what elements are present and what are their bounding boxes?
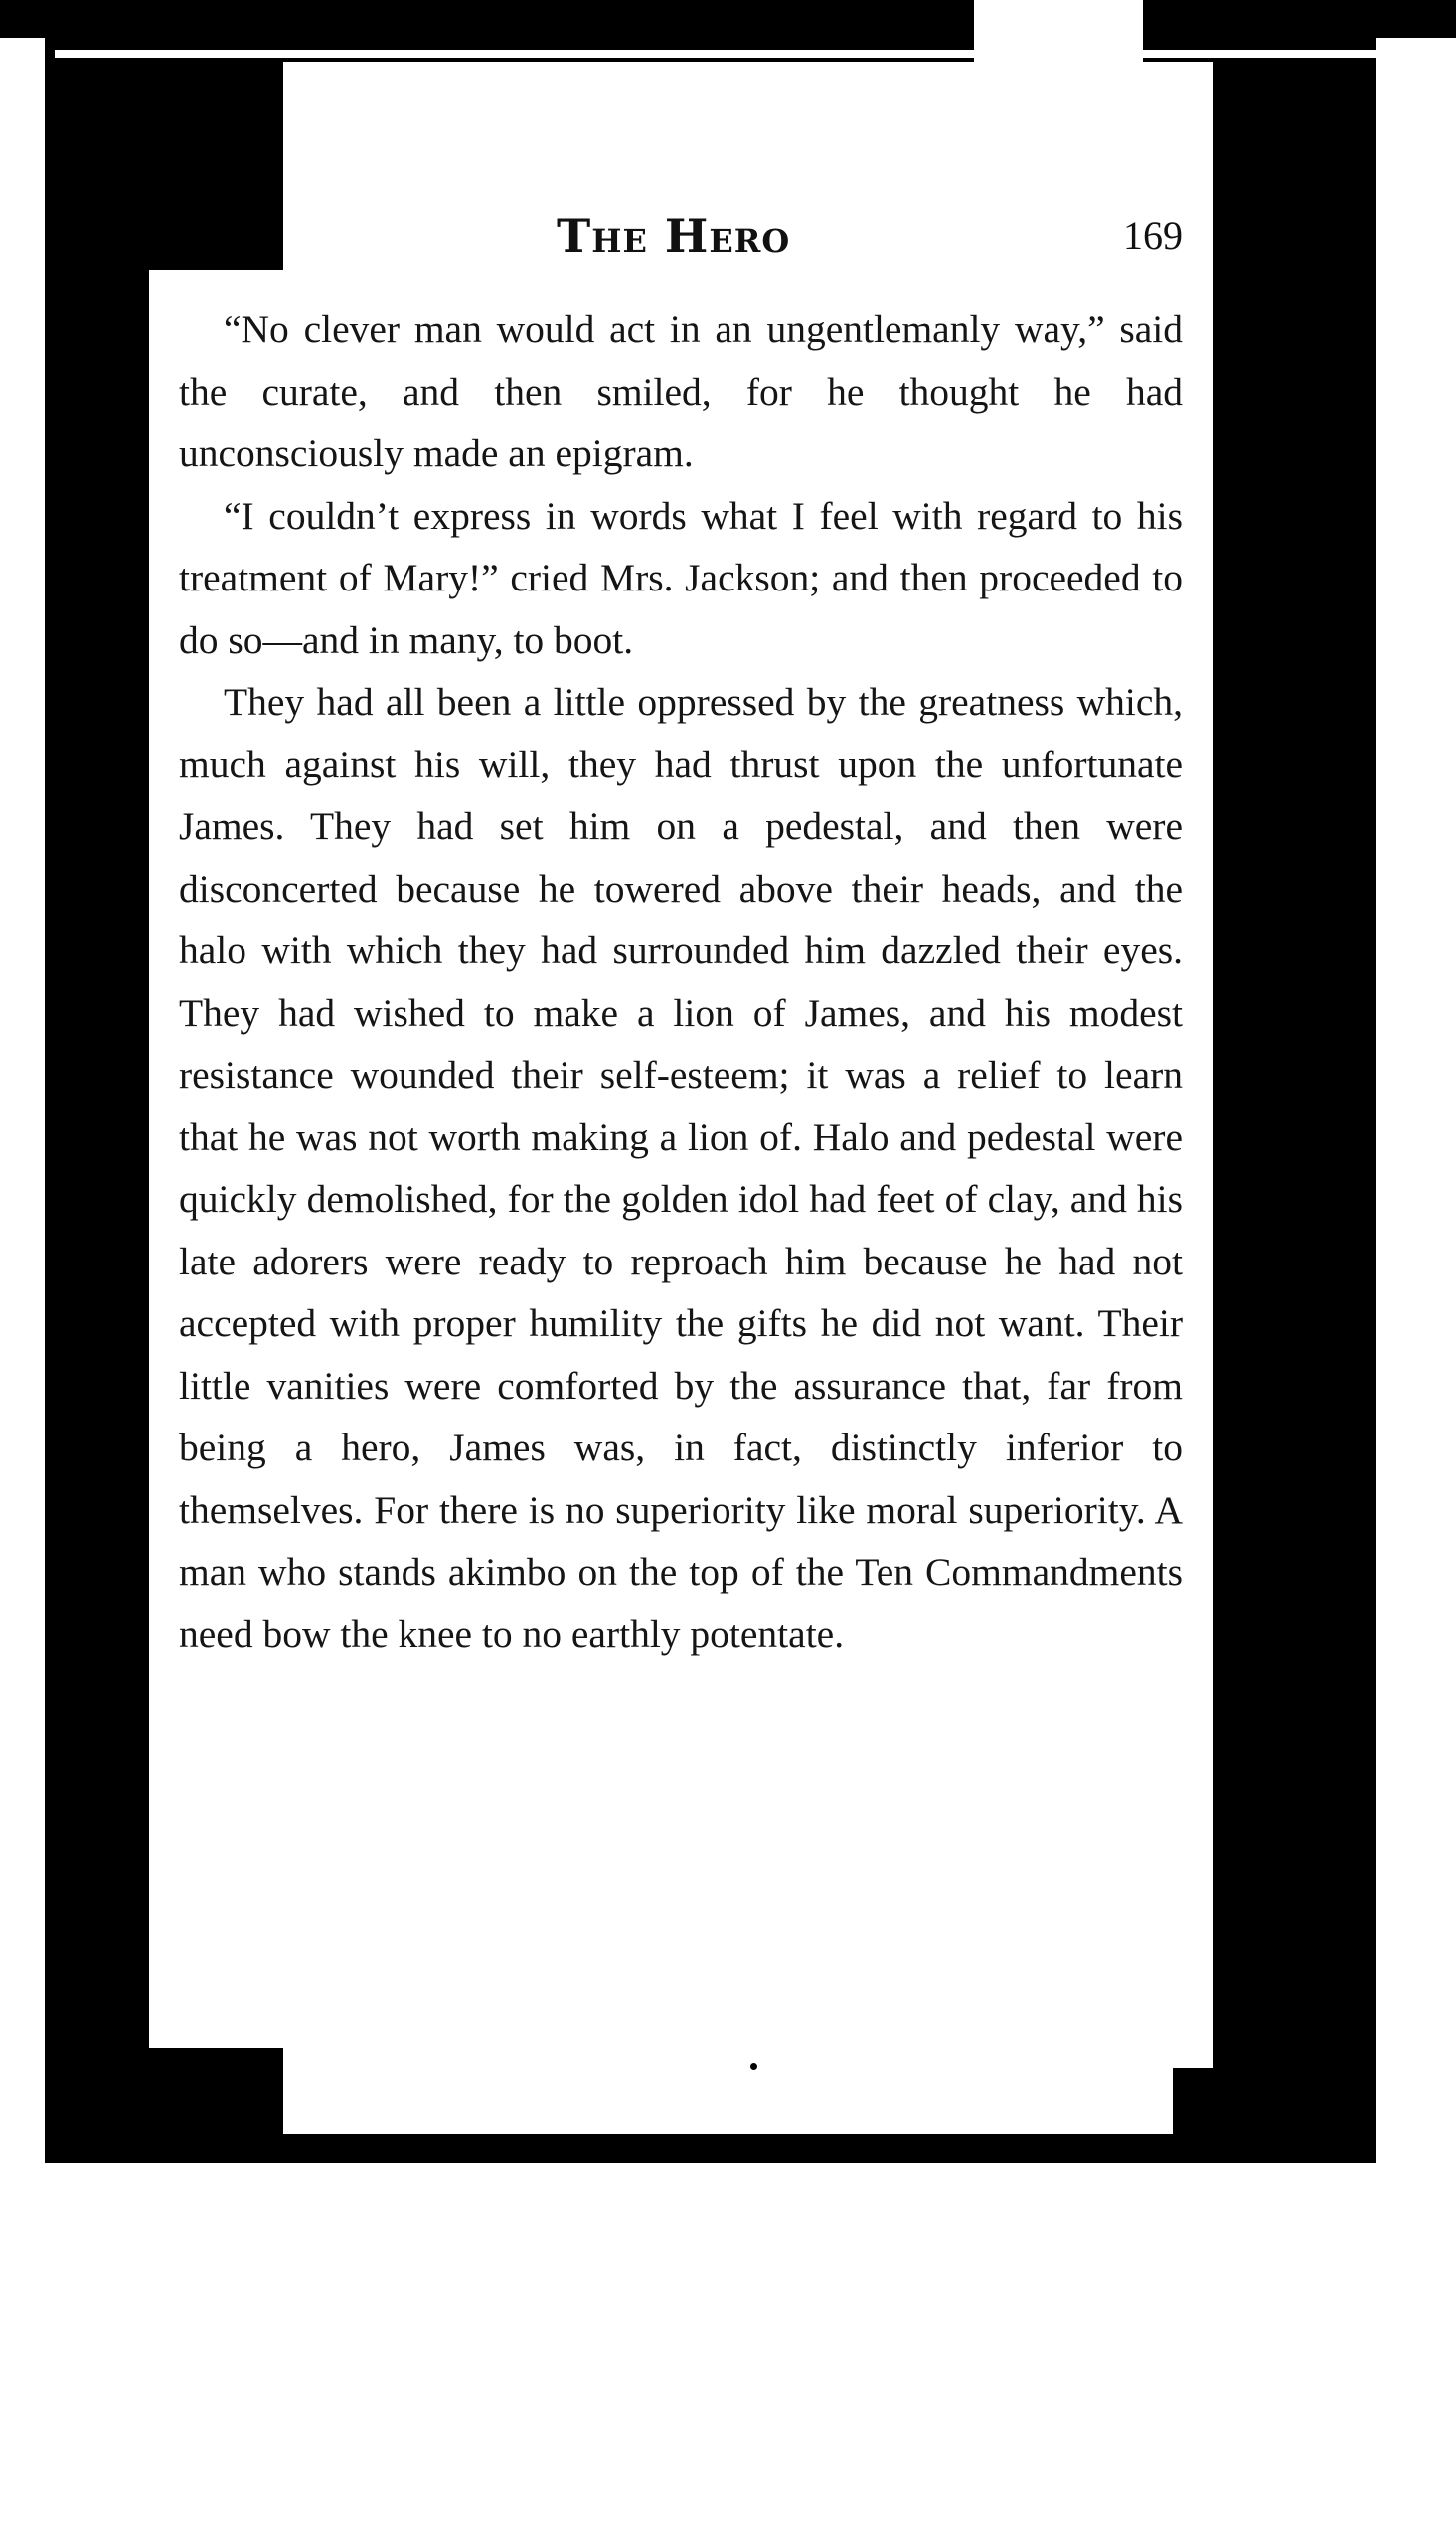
page-top-edge [55,50,1376,58]
paragraph: “I couldn’t express in words what I feel with regard to his treatment of Mary!” cried Mrs. Jackson; and then proceeded to do so—and in many, to boot. [179,493,1183,662]
paragraph: They had all been a little oppressed by the greatness which, much against his will, they had thrust upon the unfortunate James. They had set him on a pedestal, and then were disconcerted because he towered above their heads, and the halo with which they had surrounded him dazzled their eyes. They had wished to make a lion of James, and his modest resistance wounded their self-esteem; it was a relief to learn that he was not worth making a lion of. Halo and pedestal were quickly demolished, for the golden idol had feet of clay, and his late adorers were ready to reproach him because he had not accepted with proper humility the gifts he did not want. Their little vanities were comforted by the assurance that, far from being a hero, James was, in fact, distinctly inferior to themselves. For there is no superiority like moral superiority. A man who stands akimbo on the top of the Ten Commandments need bow the knee to no earthly potentate. [179,680,1183,1656]
scan-shadow-left [124,270,149,2080]
scan-shadow-bottom-left [124,2048,283,2157]
scan-shadow-top-left [124,62,283,270]
ink-speck [750,2063,757,2070]
paragraph: “No clever man would act in an ungentlemanly way,” said the curate, and then smiled, for he thought he had unconsciously made an epigram. [179,307,1183,475]
scan-shadow-right-bottom [1232,1938,1322,2088]
running-head: The Hero [557,209,791,262]
body-text [179,298,1183,1665]
ink-speck [119,790,127,802]
scan-shadow-right-notch [1222,658,1322,762]
scan-shadow-bottom-right [1173,2068,1222,2137]
page-number: 169 [1123,213,1183,257]
